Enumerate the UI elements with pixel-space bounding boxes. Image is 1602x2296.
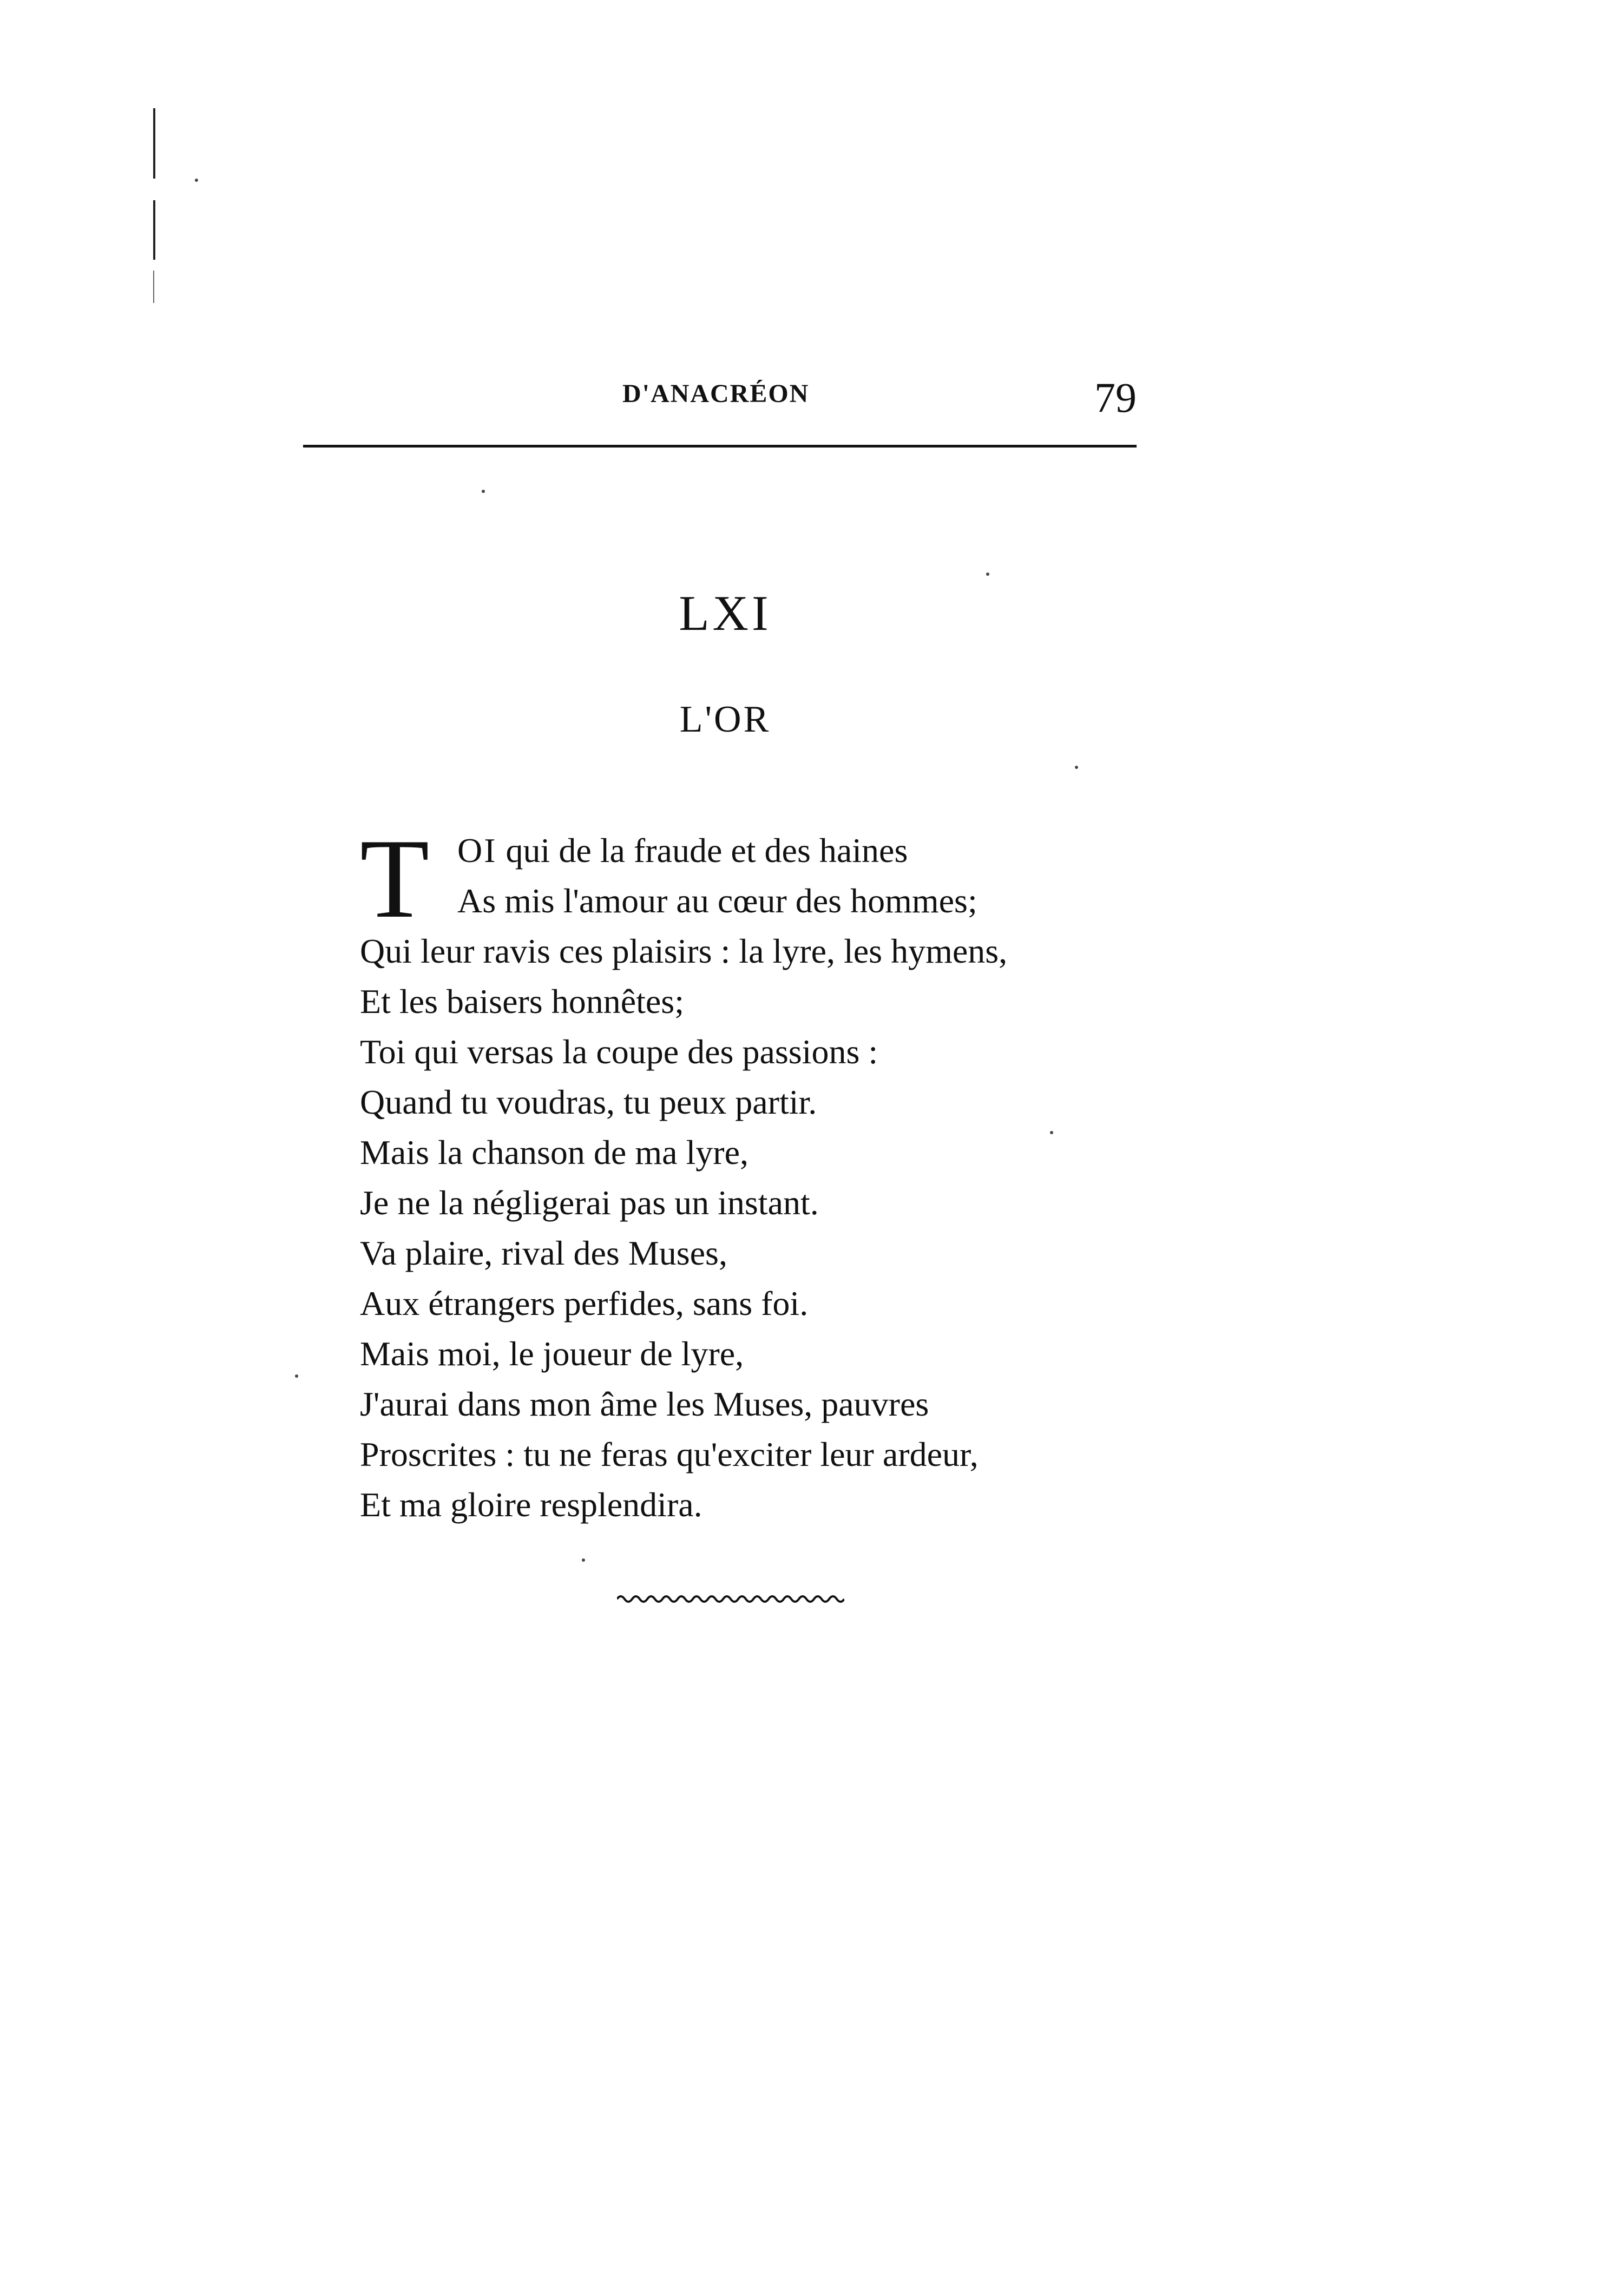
poem-line: Mais la chanson de ma lyre, [360, 1133, 749, 1172]
poem-number: LXI [679, 585, 772, 641]
poem-line: J'aurai dans mon âme les Muses, pauvres [360, 1385, 929, 1423]
poem-line: Proscrites : tu ne feras qu'exciter leur ardeur, [360, 1435, 979, 1473]
paper-speck [986, 573, 989, 576]
page-number: 79 [1094, 374, 1137, 421]
paper-speck [295, 1374, 298, 1378]
poem-body [360, 816, 1172, 1538]
running-header [303, 373, 1137, 438]
poem-line: Quand tu voudras, tu peux partir. [360, 1083, 817, 1121]
drop-cap: T [360, 816, 430, 942]
paper-speck [582, 1558, 585, 1562]
header-rule [303, 445, 1137, 448]
poem-line: As mis l'amour au cœur des hommes; [457, 881, 977, 920]
margin-scan-mark [153, 108, 155, 179]
margin-scan-mark [153, 271, 154, 303]
running-title: D'ANACRÉON [622, 379, 810, 408]
poem-line: Qui leur ravis ces plaisirs : la lyre, les hymens, [360, 932, 1008, 970]
poem-line [360, 833, 1172, 884]
first-word-rest: OI [457, 831, 497, 870]
poem-line: Mais moi, le joueur de lyre, [360, 1334, 744, 1373]
first-line-text: qui de la fraude et des haines [497, 831, 908, 870]
poem-line: Et les baisers honnêtes; [360, 982, 684, 1021]
tailpiece-ornament [617, 1591, 844, 1607]
poem-line: Aux étrangers perfides, sans foi. [360, 1284, 809, 1323]
poem-title: L'OR [679, 699, 771, 740]
poem-line: Je ne la négligerai pas un instant. [360, 1183, 819, 1222]
poem-line: Toi qui versas la coupe des passions : [360, 1032, 878, 1071]
margin-scan-mark [153, 200, 155, 260]
poem-line: Et ma gloire resplendira. [360, 1485, 702, 1524]
paper-speck [1075, 766, 1078, 769]
paper-speck [195, 179, 198, 182]
poem-line: Va plaire, rival des Muses, [360, 1234, 727, 1272]
paper-speck [482, 490, 485, 493]
